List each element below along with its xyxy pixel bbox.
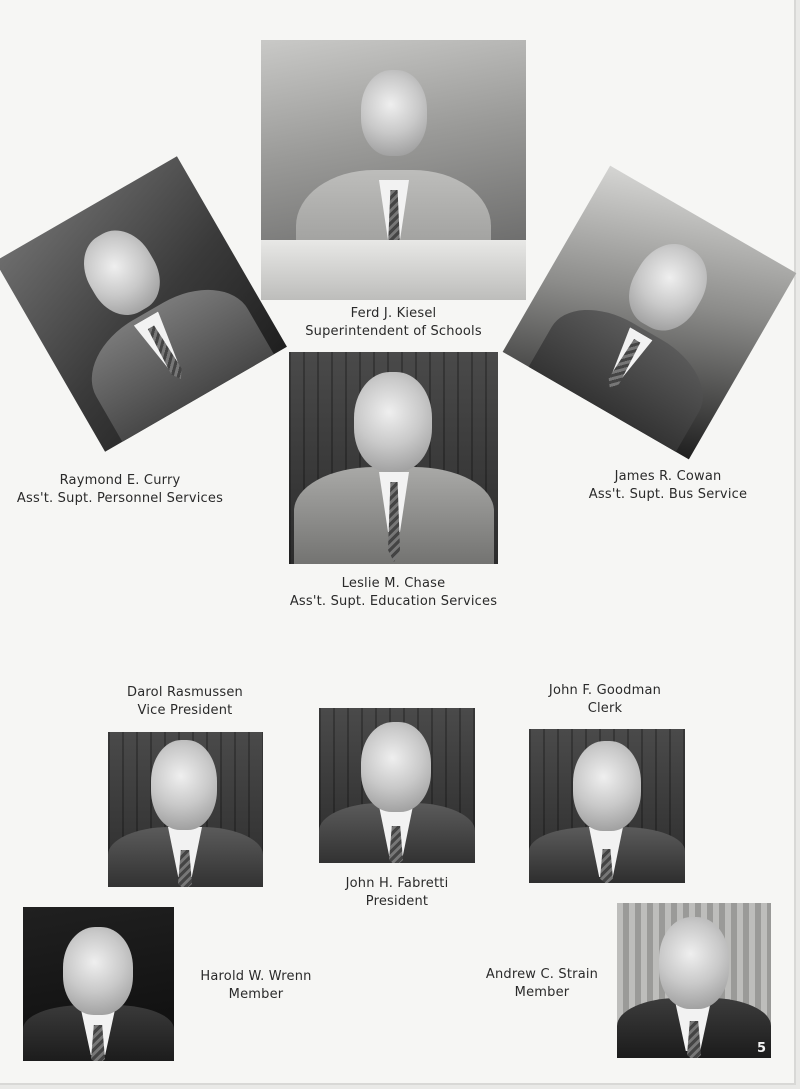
caption-leslie-chase: [279, 575, 508, 611]
name-leslie-chase: Leslie M. Chase: [341, 576, 446, 591]
caption-john-goodman: [515, 682, 695, 718]
title-ferd-kiesel: Superintendent of Schools: [305, 324, 482, 339]
photo-john-goodman: [529, 729, 685, 883]
name-raymond-curry: Raymond E. Curry: [59, 473, 181, 488]
name-harold-wrenn: Harold W. Wrenn: [200, 969, 312, 984]
photo-leslie-chase: [289, 352, 498, 564]
name-ferd-kiesel: Ferd J. Kiesel: [350, 306, 437, 321]
photo-harold-wrenn: [23, 907, 174, 1061]
title-raymond-curry: Ass't. Supt. Personnel Services: [16, 491, 224, 506]
caption-raymond-curry: [10, 472, 230, 508]
title-darol-rasmussen: Vice President: [137, 703, 233, 718]
photo-james-cowan: [503, 166, 797, 460]
title-leslie-chase: Ass't. Supt. Education Services: [289, 594, 498, 609]
caption-ferd-kiesel: [261, 305, 526, 341]
caption-harold-wrenn: [186, 968, 326, 1004]
title-john-fabretti: President: [365, 894, 429, 909]
photo-darol-rasmussen: [108, 732, 263, 887]
name-john-goodman: John F. Goodman: [548, 683, 662, 698]
title-harold-wrenn: Member: [228, 987, 284, 1002]
title-andrew-strain: Member: [514, 985, 570, 1000]
name-darol-rasmussen: Darol Rasmussen: [127, 685, 243, 700]
caption-john-fabretti: [307, 875, 487, 911]
name-james-cowan: James R. Cowan: [614, 469, 722, 484]
page-number: 5: [757, 1041, 767, 1056]
title-john-goodman: Clerk: [587, 701, 623, 716]
caption-andrew-strain: [472, 966, 612, 1002]
name-john-fabretti: John H. Fabretti: [345, 876, 449, 891]
title-james-cowan: Ass't. Supt. Bus Service: [588, 487, 748, 502]
caption-darol-rasmussen: [95, 684, 275, 720]
caption-james-cowan: [558, 468, 778, 504]
photo-ferd-kiesel: [261, 40, 526, 300]
photo-john-fabretti: [319, 708, 475, 863]
name-andrew-strain: Andrew C. Strain: [485, 967, 599, 982]
photo-andrew-strain: [617, 903, 771, 1058]
photo-raymond-curry: [0, 156, 287, 452]
